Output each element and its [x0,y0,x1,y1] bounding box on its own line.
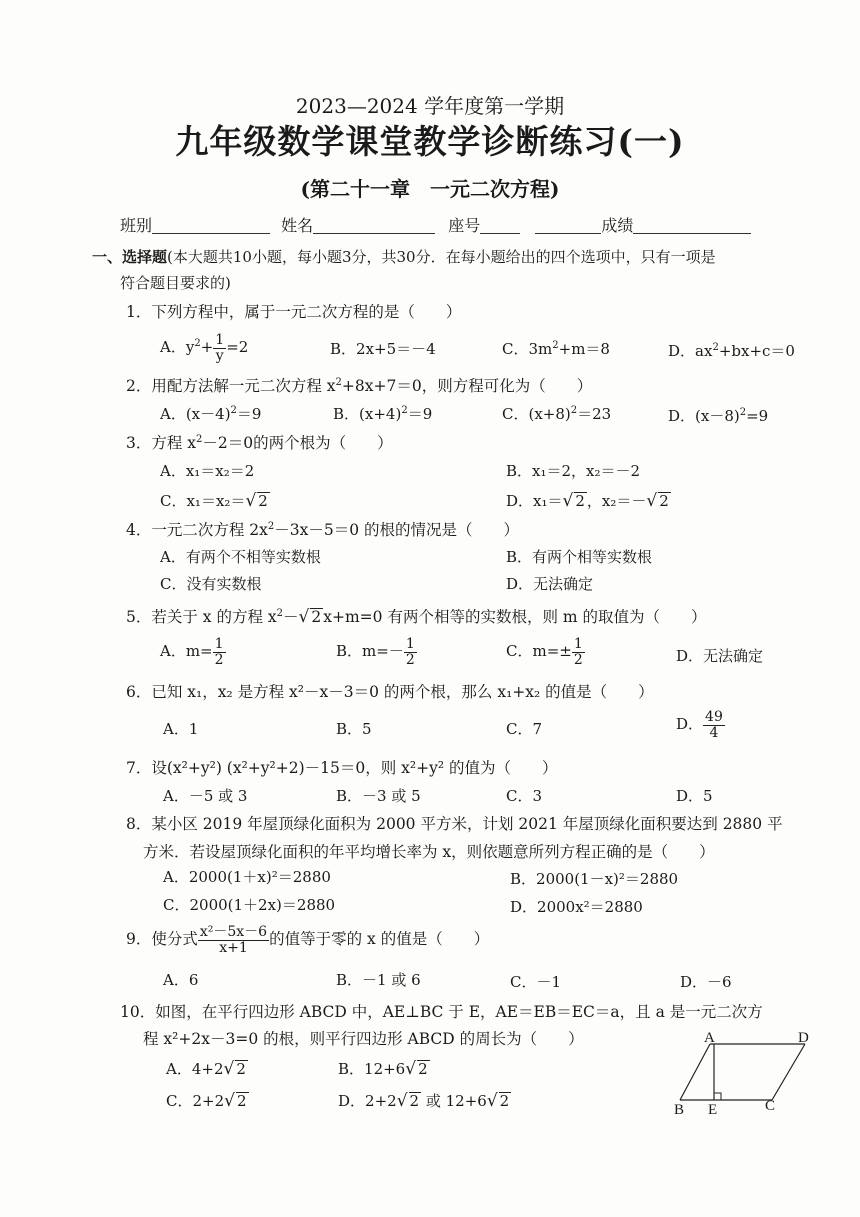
section-header [92,246,716,267]
right-angle-mark [714,1093,721,1100]
side-dc [772,1044,805,1100]
section-desc-2: 符合题目要求的) [120,274,231,292]
year-term: 2023—2024 学年度第一学期 [295,94,565,118]
section-label: 一、选择题 [92,248,168,266]
class-field[interactable] [152,217,270,234]
q8-stem: 8．某小区 2019 年屋顶绿化面积为 2000 平方米，计划 2021 年屋顶绿化面积要达到 2880 平 [126,815,783,833]
seat-label: 座号 [448,216,481,235]
q8-option-c: C．2000(1＋2x)＝2880 [163,896,336,914]
q8-option-d: D．2000x²＝2880 [510,898,643,916]
q8-option-a: A．2000(1＋x)²＝2880 [163,868,331,886]
q7-option-a: A．－5 或 3 [163,787,248,805]
label-e: E [708,1102,718,1118]
q4-option-d: D．无法确定 [506,575,594,593]
side-ab [680,1044,710,1100]
blank-field[interactable] [535,217,601,234]
q10-option-b: B．12+6√ 2 [338,1059,428,1079]
seat-field[interactable] [480,217,520,234]
name-label: 姓名 [281,216,314,235]
q3-option-b: B．x₁＝2，x₂＝－2 [506,462,641,480]
q8-option-b: B．2000(1－x)²＝2880 [510,870,679,888]
q2-option-d: D．$(x-8)^2=9$ [668,407,769,425]
q10-option-c: C．2+2√ 2 [166,1091,247,1111]
q3-option-d: D．x₁＝√ 2 ，x₂＝－√ 2 [506,491,669,511]
score-label: 成绩 [601,216,634,235]
q8-stem-2: 方米．若设屋顶绿化面积的年平均增长率为 x，则依题意所列方程正确的是（ ） [143,843,715,861]
q5-option-c: C．m=± $\frac{1}{2}$ [506,636,583,668]
q6-option-d: D． $\frac{49}{4}$ [676,709,723,741]
q7-stem: 7．设(x²+y²) (x²+y²+2)－15＝0，则 x²+y² 的值为（ ） [126,759,558,777]
q6-stem: 6．已知 x₁，x₂ 是方程 x²－x－3＝0 的两个根，那么 x₁+x₂ 的值是（ ） [126,683,654,701]
q3-option-a: A．x₁＝x₂＝2 [160,462,255,480]
q9-option-d: D．－6 [680,973,732,991]
parallelogram-figure [668,1028,818,1124]
q9-option-c: C．－1 [510,973,562,991]
q1-option-a: A．$y^2+$ $\frac{1}{y}$ =2 [160,332,249,364]
page-subtitle: (第二十一章 一元二次方程) [300,177,560,201]
q3-option-c: C．x₁＝x₂＝√ 2 [160,491,268,511]
info-line [120,213,751,236]
q10-option-d: D．2+2√ 2 或 12+6√ 2 [338,1091,510,1111]
label-d: D [798,1030,809,1046]
q6-option-c: C．7 [506,720,543,738]
q5-option-b: B．m=－ $\frac{1}{2}$ [336,636,415,668]
q1-option-b: B．2x+5＝－4 [330,340,436,358]
q5-option-d: D．无法确定 [676,647,764,665]
q4-option-b: B．有两个相等实数根 [506,548,653,566]
q10-option-a: A．4+2√ 2 [166,1059,246,1079]
class-label: 班别 [120,216,153,235]
label-a: A [704,1030,715,1046]
q7-option-b: B．－3 或 5 [336,787,421,805]
section-desc: (本大题共10小题，每小题3分，共30分．在每小题给出的四个选项中，只有一项是 [167,248,716,266]
q7-option-c: C．3 [506,787,543,805]
q5-stem: 5．若关于 x 的方程 $x^2-√$ 2 x+m=0 有两个相等的实数根，则 m 的取值为（ ） [126,607,707,627]
name-field[interactable] [313,217,435,234]
q2-stem: 2．用配方法解一元二次方程 $x^2+8x+7=0$，则方程可化为（ ） [126,377,593,395]
q4-option-c: C．没有实数根 [160,575,262,593]
q1-stem: 1．下列方程中，属于一元二次方程的是（ ） [126,303,462,321]
q2-option-c: C．$(x+8)^2=23$ [502,405,612,423]
page-title: 九年级数学课堂教学诊断练习(一) [175,122,685,161]
q4-option-a: A．有两个不相等实数根 [160,548,321,566]
q2-option-b: B．$(x+4)^2=9$ [333,405,433,423]
q3-stem: 3．方程 $x^2-2=0$的两个根为（ ） [126,434,393,452]
q10-stem-2: 程 x²+2x－3=0 的根，则平行四边形 ABCD 的周长为（ ） [143,1030,584,1048]
q9-stem: 9．使分式 $\frac{\text{x²－5x－6}}{x+1}$ 的值等于零的 x 的值是（ ） [126,924,490,956]
q4-stem: 4．一元二次方程 $2x^2-3x-5=0$ 的根的情况是（ ） [126,521,520,539]
label-c: C [765,1098,776,1114]
q9-option-a: A．6 [163,971,199,989]
q6-option-a: A．1 [163,720,199,738]
q9-option-b: B．－1 或 6 [336,971,421,989]
q2-option-a: A．$(x-4)^2=9$ [160,405,262,423]
q10-stem: 10．如图，在平行四边形 ABCD 中，AE⊥BC 于 E，AE＝EB＝EC＝a，且 a 是一元二次方 [120,1003,763,1021]
score-field[interactable] [633,217,751,234]
label-b: B [674,1102,685,1118]
q7-option-d: D．5 [676,787,713,805]
q6-option-b: B．5 [336,720,372,738]
q5-option-a: A．m= $\frac{1}{2}$ [160,636,224,668]
q1-option-d: D．$ax^2+bx+c=0$ [668,342,795,360]
q1-option-c: C．$3m^2+m=8$ [502,340,610,358]
